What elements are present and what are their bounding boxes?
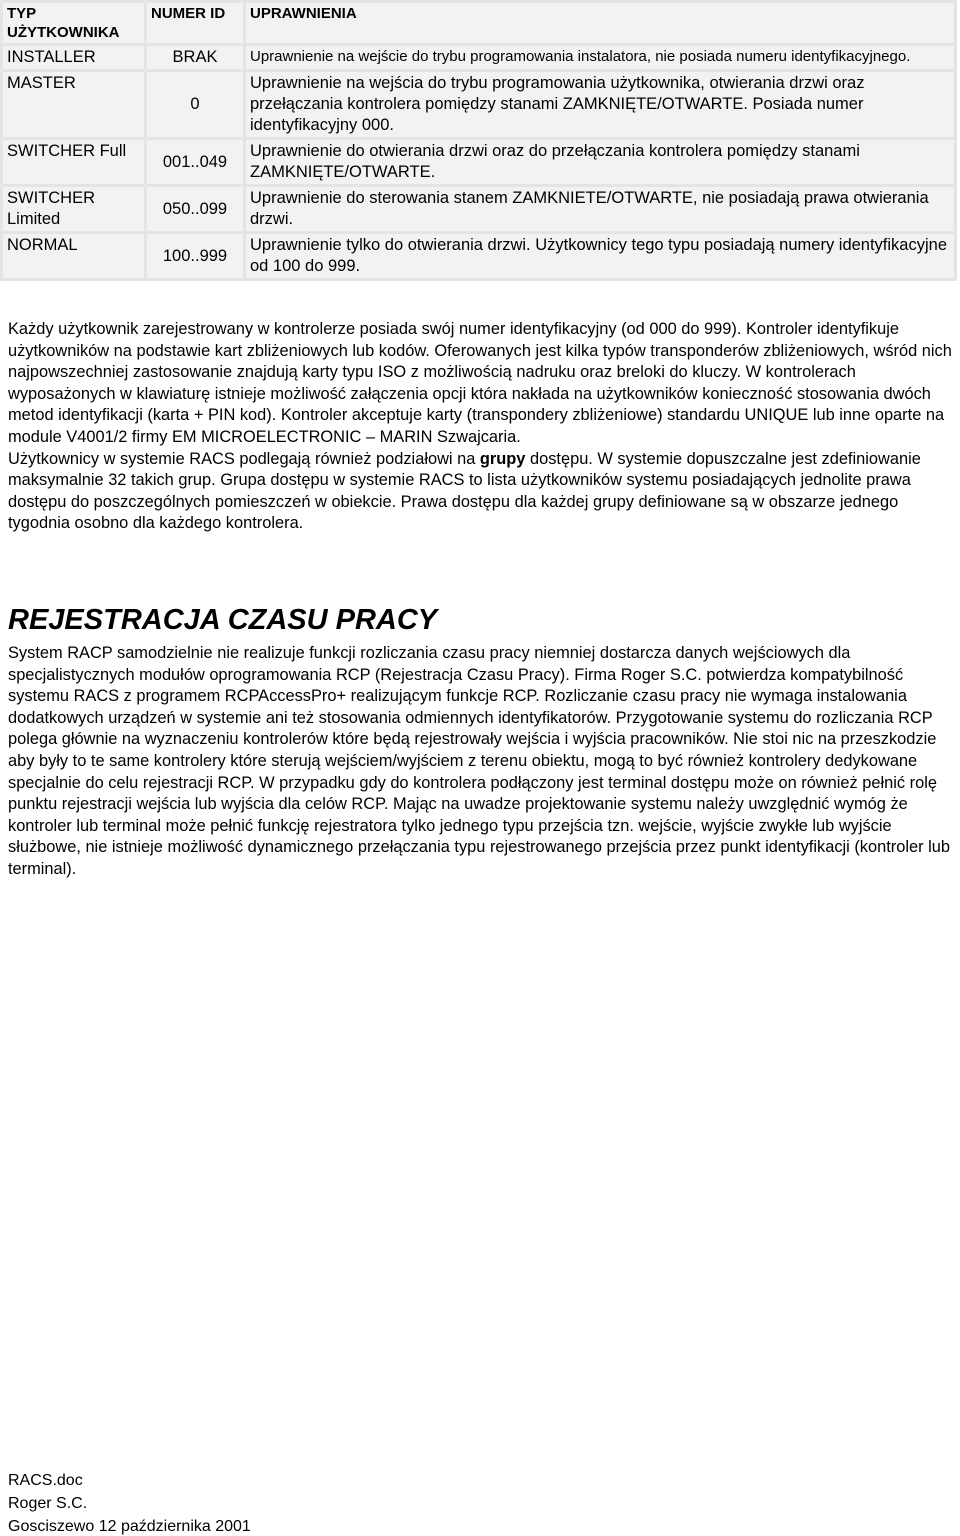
header-permissions: UPRAWNIENIA	[246, 3, 954, 43]
table-header-row	[3, 3, 954, 43]
section-heading: REJESTRACJA CZASU PRACY	[8, 604, 438, 636]
cell-user-type: INSTALLER	[3, 46, 144, 69]
cell-user-type: SWITCHER Full	[3, 140, 144, 184]
cell-permissions: Uprawnienie do otwierania drzwi oraz do przełączania kontrolera pomiędzy stanami ZAMKNIĘTE/OTWARTE.	[246, 140, 954, 184]
footer-company: Roger S.C.	[8, 1495, 88, 1512]
cell-id-number: 100..999	[147, 234, 243, 278]
cell-permissions: Uprawnienie na wejście do trybu programowania instalatora, nie posiada numeru identyfikacyjnego.	[246, 46, 954, 69]
table-row	[3, 140, 954, 184]
table-row	[3, 187, 954, 231]
groups-text-end: dostępu. W systemie dopuszczalne jest zdefiniowanie maksymalnie 32 takich grup. Grupa dostępu w systemie RACS to lista użytkowników systemu posiadających jednolite prawa dostępu do poszczególnych pomieszczeń w obiekcie. Prawa dostępu dla każdej grupy definiowane są w obszarze jednego tygodnia osobno dla każdego kontrolera.	[8, 449, 921, 533]
table-row	[3, 234, 954, 278]
permissions-table	[0, 0, 957, 281]
cell-id-number: 0	[147, 72, 243, 137]
cell-id-number: BRAK	[147, 46, 243, 69]
rcp-description-paragraph: System RACP samodzielnie nie realizuje funkcji rozliczania czasu pracy niemniej dostarcza danych wejściowych dla specjalistycznych modułów oprogramowania RCP (Rejestracja Czasu Pracy). Firma Roger S.C. potwierdza kompatybilność systemu RACS z programem RCPAccessPro+ realizującym funkcje RCP. Rozliczanie czasu pracy nie wymaga instalowania dodatkowych urządzeń w systemie ani też stosowania odmiennych identyfikatorów. Przygotowanie systemu do rozliczania RCP polega głównie na wyznaczeniu kontrolerów które będą rejestrowały wejścia i wyjścia pracowników. Nie stoi nic na przeszkodzie aby były to te same kontrolery które sterują wejściem/wyjściem z terenu obiektu, mogą to być również kontrolery dedykowane specjalnie do celu rejestracji RCP. W przypadku gdy do kontrolera podłączony jest terminal dostępu może on również pełnić rolę punktu rejestracji wejścia lub wyjścia dla celów RCP. Mając na uwadze projektowanie systemu należy uwzględnić wymóg że kontroler lub terminal może pełnić funkcję rejestratora tylko jednego typu przejścia tzn. wejście, wyjście zwykłe lub wyjście służbowe, nie istnieje możliwość dynamicznego przełączania typu rejestrowanego przejścia przez punkt identyfikacji (kontroler lub terminal).	[8, 644, 951, 878]
users-text: Każdy użytkownik zarejestrowany w kontrolerze posiada swój numer identyfikacyjny (od 000 do 999). Kontroler identyfikuje użytkowników na podstawie kart zbliżeniowych lub kodów. Oferowanych jest kilka typów transponderów zbliżeniowych, wśród nich najpowszechniej zastosowanie znajdują karty typu ISO z możliwością nadruku oraz breloki do kluczy. W kontrolerach wyposażonych w klawiaturę istnieje możliwość załączenia opcji która nakłada na użytkowników konieczność stosowania dwóch metod identyfikacji (karta + PIN kod). Kontroler akceptuje karty (transpondery zbliżeniowe) standardu UNIQUE lub inne oparte na module V4001/2 firmy EM MICROELECTRONIC – MARIN Szwajcaria.	[8, 320, 952, 446]
cell-permissions: Uprawnienie do sterowania stanem ZAMKNIETE/OTWARTE, nie posiadają prawa otwierania drzwi.	[246, 187, 954, 231]
cell-id-number: 050..099	[147, 187, 243, 231]
header-user-type: TYP UŻYTKOWNIKA	[3, 3, 144, 43]
footer-place-date: Gosciszewo 12 października 2001	[8, 1518, 251, 1535]
users-description-paragraph	[8, 319, 952, 535]
cell-user-type: SWITCHER Limited	[3, 187, 144, 231]
cell-permissions: Uprawnienie na wejścia do trybu programowania użytkownika, otwierania drzwi oraz przełączania kontrolera pomiędzy stanami ZAMKNIĘTE/OTWARTE. Posiada numer identyfikacyjny 000.	[246, 72, 954, 137]
groups-bold-term: grupy	[479, 449, 526, 468]
header-id-number: NUMER ID	[147, 3, 243, 43]
cell-id-number: 001..049	[147, 140, 243, 184]
groups-text-start: Użytkownicy w systemie RACS podlegają również podziałowi na	[8, 449, 480, 468]
cell-permissions: Uprawnienie tylko do otwierania drzwi. Użytkownicy tego typu posiadają numery identyfikacyjne od 100 do 999.	[246, 234, 954, 278]
cell-user-type: NORMAL	[3, 234, 144, 278]
table-row	[3, 72, 954, 137]
table-row	[3, 46, 954, 69]
footer-filename: RACS.doc	[8, 1472, 83, 1489]
cell-user-type: MASTER	[3, 72, 144, 137]
